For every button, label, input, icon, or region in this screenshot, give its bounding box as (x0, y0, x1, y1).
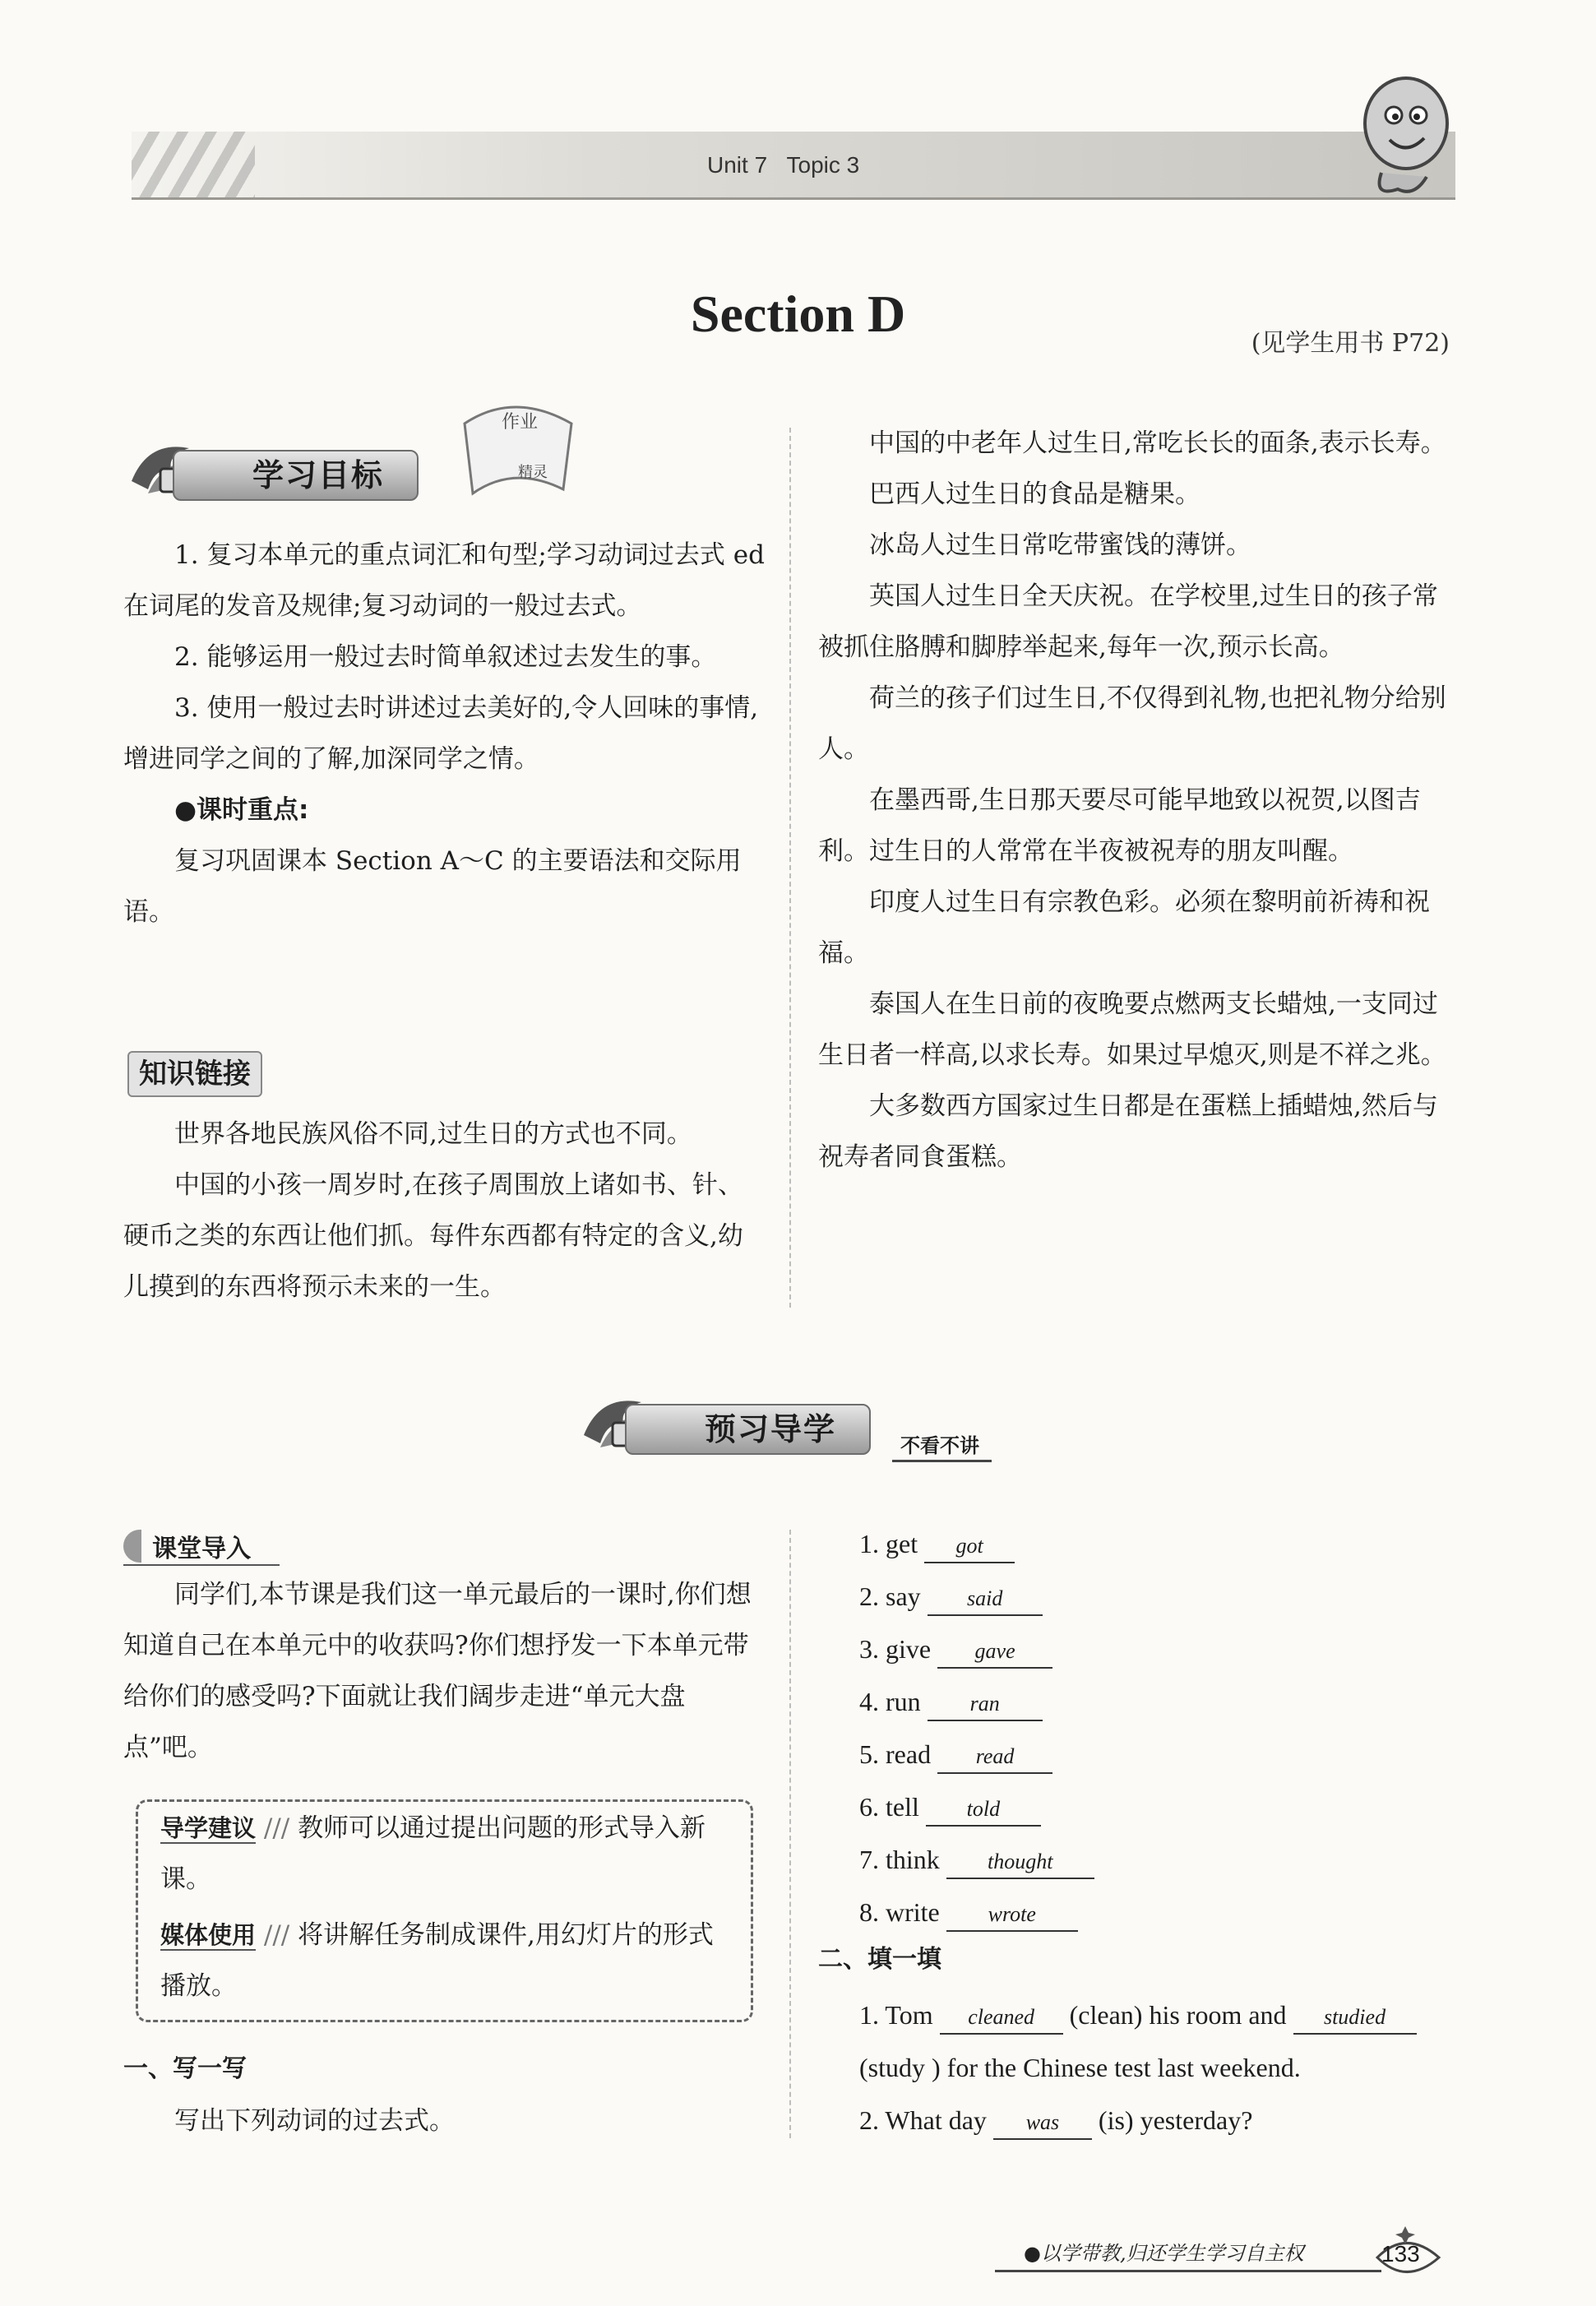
preview-heading: 预习导学 (625, 1404, 871, 1455)
stamp-text-1: 作业 (502, 412, 539, 433)
fill-question-1: 1. Tom cleaned (clean) his room and studied (859, 1989, 1460, 2041)
intro-text: 同学们,本节课是我们这一单元最后的一课时,你们想知道自己在本单元中的收获吗?你们想抒发一下本单元带给你们的感受吗?下面就让我们阔步走进“单元大盘点”吧。 (123, 1580, 752, 1762)
media-label: 媒体使用 (160, 1921, 257, 1949)
section-title: Section D (690, 285, 906, 343)
goal-item: 3. 使用一般过去时讲述过去美好的,令人回味的事情,增进同学之间的了解,加深同学之情。 (123, 693, 759, 774)
verb-item: 2. say said (859, 1570, 1435, 1623)
key-points-label: ●课时重点: (174, 795, 309, 825)
verb-item: 3. give gave (859, 1623, 1435, 1675)
knowledge-right (818, 418, 1455, 1183)
footer-slogan: ●以学带教,归还学生学习自主权 (1024, 2242, 1304, 2265)
mascot-icon (1349, 66, 1455, 206)
knowledge-paragraph: 冰岛人过生日常吃带蜜饯的薄饼。 (869, 530, 1251, 560)
goals-banner (123, 432, 469, 506)
unit-topic-label: Unit 7 Topic 3 (707, 152, 860, 178)
verb-item: 4. run ran (859, 1675, 1435, 1728)
goals-list (123, 530, 765, 938)
column-divider (789, 1530, 791, 2138)
preview-subheading: 不看不讲 (892, 1429, 992, 1462)
knowledge-paragraph: 大多数西方国家过生日都是在蛋糕上插蜡烛,然后与祝寿者同食蛋糕。 (818, 1091, 1438, 1172)
guide-text: 教师可以通过提出问题的形式导入新课。 (160, 1813, 706, 1894)
knowledge-paragraph: 印度人过生日有宗教色彩。必须在黎明前祈祷和祝福。 (818, 887, 1430, 968)
intro-tag: 课堂导入 (123, 1528, 280, 1566)
guide-label: 导学建议 (160, 1814, 257, 1842)
knowledge-paragraph: 荷兰的孩子们过生日,不仅得到礼物,也把礼物分给别人。 (818, 683, 1446, 764)
knowledge-tag: 知识链接 (127, 1051, 262, 1097)
verb-item: 6. tell told (859, 1780, 1435, 1833)
footer-rule (995, 2270, 1381, 2272)
knowledge-paragraph: 中国的中老年人过生日,常吃长长的面条,表示长寿。 (869, 428, 1446, 458)
goals-heading: 学习目标 (173, 450, 419, 501)
verb-item: 5. read read (859, 1728, 1435, 1780)
goal-item: 1. 复习本单元的重点词汇和句型;学习动词过去式 ed 在词尾的发音及规律;复习动词的一般过去式。 (123, 540, 765, 621)
guide-content: 导学建议 /// 教师可以通过提出问题的形式导入新课。 媒体使用 /// 将讲解任务制成课件,用幻灯片的形式播放。 (160, 1813, 714, 2001)
part2-title: 二、填一填 (818, 1945, 941, 1974)
fill-blank-questions (859, 1989, 1460, 2146)
knowledge-paragraph: 英国人过生日全天庆祝。在学校里,过生日的孩子常被抓住胳膊和脚脖举起来,每年一次,预示长高。 (818, 581, 1438, 662)
knowledge-left (123, 1109, 765, 1313)
fill-question-2: 2. What day was (is) yesterday? (859, 2094, 1460, 2146)
column-divider (789, 428, 791, 1308)
stamp-text-2: 精灵 (518, 464, 548, 481)
homework-stamp-icon (456, 391, 580, 506)
verb-list (859, 1517, 1435, 1938)
page-number: 133 (1381, 2241, 1420, 2267)
page-reference: (见学生用书 P72) (1251, 329, 1450, 358)
part1-title: 一、写一写 (123, 2054, 247, 2083)
fill-question-1-cont: (study ) for the Chinese test last weekend. (859, 2053, 1301, 2082)
verb-item: 8. write wrote (859, 1886, 1435, 1938)
verb-item: 1. get got (859, 1517, 1435, 1570)
knowledge-paragraph: 在墨西哥,生日那天要尽可能早地致以祝贺,以图吉利。过生日的人常常在半夜被祝寿的朋友叫醒。 (818, 785, 1421, 866)
goal-item: 2. 能够运用一般过去时简单叙述过去发生的事。 (174, 642, 717, 672)
knowledge-paragraph: 世界各地民族风俗不同,过生日的方式也不同。 (174, 1119, 692, 1149)
knowledge-paragraph: 中国的小孩一周岁时,在孩子周围放上诸如书、针、硬币之类的东西让他们抓。每件东西都有特定的含义,幼儿摸到的东西将预示未来的一生。 (123, 1170, 743, 1302)
knowledge-paragraph: 泰国人在生日前的夜晚要点燃两支长蜡烛,一支同过生日者一样高,以求长寿。如果过早熄灭,则是不祥之兆。 (818, 989, 1446, 1070)
part1-instruction: 写出下列动词的过去式。 (174, 2106, 455, 2136)
key-points-text: 复习巩固课本 Section A～C 的主要语法和交际用语。 (123, 846, 742, 927)
media-text: 将讲解任务制成课件,用幻灯片的形式播放。 (160, 1920, 714, 2001)
preview-banner (576, 1386, 888, 1460)
verb-item: 7. think thought (859, 1833, 1435, 1886)
knowledge-paragraph: 巴西人过生日的食品是糖果。 (869, 479, 1200, 509)
